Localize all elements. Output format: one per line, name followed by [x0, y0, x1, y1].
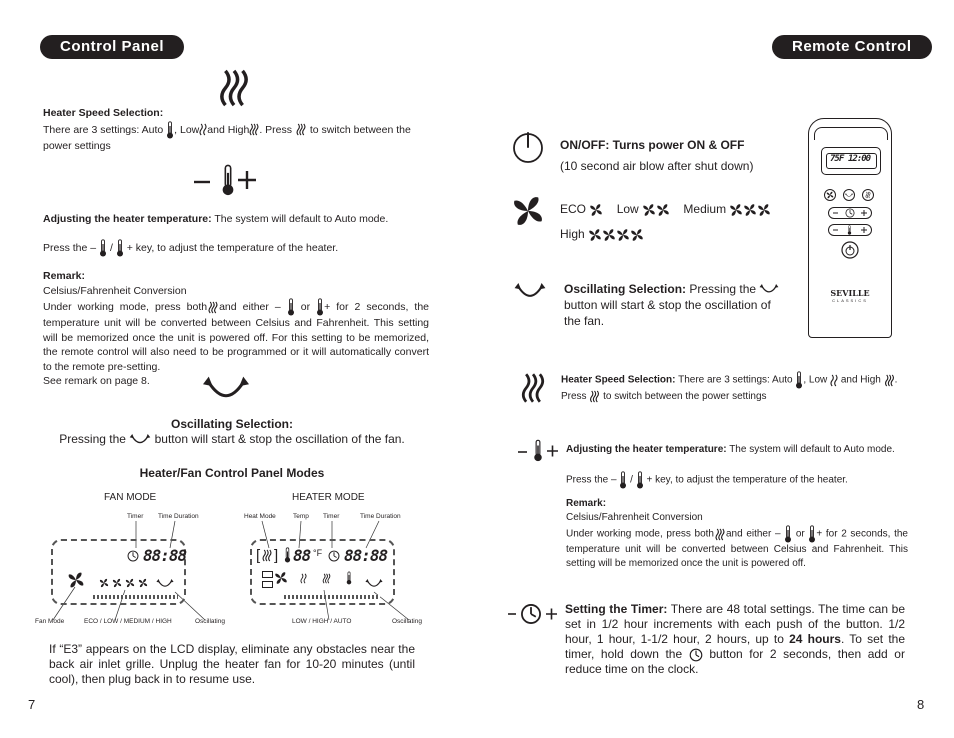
- fan-medium-label: Medium: [683, 202, 727, 216]
- heat-low-icon: [300, 573, 307, 584]
- timer-icon: [328, 550, 340, 562]
- callout-heat-mode: Heat Mode: [244, 513, 276, 520]
- remote-display-inner: [826, 153, 877, 169]
- remark-remote-body: [566, 525, 908, 571]
- remote-display-temp: 75F: [830, 154, 844, 164]
- fan-eco-icon: [589, 203, 603, 217]
- text-part: button will start & stop the oscillation of the fan.: [154, 432, 405, 446]
- osc-title: Oscillating Selection:: [170, 417, 294, 431]
- minus-thermometer-plus-icon: [190, 162, 270, 198]
- temp-remote-title: Adjusting the heater temperature:: [566, 444, 727, 455]
- fan-icon: [743, 203, 757, 217]
- fan-icon: [67, 571, 85, 589]
- mode-box: [262, 571, 273, 578]
- text-part: or: [300, 300, 311, 313]
- fan-lcd-screen: [51, 539, 186, 605]
- text-part: and High: [840, 374, 881, 386]
- bracket-right: ]: [274, 547, 279, 564]
- temp-remote-press-line: [566, 471, 908, 489]
- text-part: There are 3 settings: Auto: [43, 123, 164, 136]
- osc-remote-title: Oscillating Selection:: [564, 282, 687, 296]
- remote-brand: SEVILLE: [830, 288, 870, 298]
- text-part: , Low: [803, 374, 828, 386]
- text-part: to switch between the power settings: [603, 391, 767, 402]
- fan-eco-label: ECO: [560, 202, 587, 216]
- thermometer-icon: [316, 298, 324, 316]
- fan-mode-diagram: [35, 512, 235, 632]
- text-part: Press: [561, 391, 587, 402]
- fan-speed-row2: [560, 227, 820, 242]
- segment-bar: [93, 595, 178, 599]
- text-part: /: [630, 474, 633, 486]
- text-part: Under working mode, press both: [566, 528, 714, 540]
- text-part: Under working mode, press both: [43, 300, 208, 313]
- remote-brand-sub: CLASSICS: [832, 298, 868, 303]
- heat-high-icon: [322, 573, 331, 584]
- callout-timer: Timer: [323, 513, 340, 520]
- heater-speed-remote-title: Heater Speed Selection:: [561, 374, 676, 386]
- temp-section: [43, 212, 443, 257]
- page-number-right: 8: [917, 697, 925, 712]
- mode-box: [262, 581, 273, 588]
- heater-speed-section: [43, 106, 433, 153]
- heater-mode-diagram: [244, 512, 434, 632]
- thermometer-icon: [636, 471, 644, 489]
- power-icon: [511, 130, 545, 164]
- temp-adjust-graphic: [190, 162, 270, 203]
- page-number-left: 7: [28, 697, 36, 712]
- remote-control-illustration: [808, 118, 892, 338]
- fan-icon: [729, 203, 743, 217]
- callout-timer: Timer: [127, 513, 144, 520]
- text-part: + key, to adjust the temperature of the heater.: [126, 241, 339, 254]
- remark-body: [43, 298, 429, 374]
- thermometer-icon: [287, 298, 295, 316]
- text-part: . Press: [259, 123, 292, 136]
- text-part: There are 48 total settings. The time can be set in 1/2 hour increments with each push of the button. 1/2 hour, 1 hour, 1-1/2 hour, 2 hours, up to: [565, 602, 905, 646]
- text-part: Press the –: [43, 241, 97, 254]
- time-digits: 88:88: [344, 546, 388, 565]
- timer-section: [565, 602, 905, 677]
- fan-large-icon: [511, 194, 545, 228]
- heater-speed-line2: power settings: [43, 139, 111, 152]
- oscillation-icon: [365, 579, 383, 589]
- oscillation-icon: [156, 579, 174, 589]
- thermometer-icon: [166, 121, 174, 139]
- temp-press-line: [43, 239, 443, 257]
- heater-speed-line1: [43, 121, 433, 139]
- remote-temp-rocker[interactable]: [828, 224, 872, 236]
- onoff-sub: (10 second air blow after shut down): [560, 159, 754, 173]
- remark-title: Remark:: [43, 270, 86, 282]
- onoff-section: [560, 138, 753, 174]
- heat-auto-icon: [346, 571, 352, 585]
- remote-fan-button[interactable]: [824, 189, 836, 201]
- thermometer-icon: [784, 525, 792, 543]
- temp-digits: 88: [293, 546, 311, 565]
- fan-icon: [588, 228, 602, 242]
- heat-wave-low-icon: [830, 374, 838, 387]
- time-digits: 88:88: [143, 546, 187, 565]
- text-part: The system will default to Auto mode.: [726, 444, 895, 455]
- text-part: to switch between the: [309, 123, 411, 136]
- remote-heat-button[interactable]: [862, 189, 874, 201]
- oscillation-icon: [759, 284, 779, 295]
- remote-oscillation-button[interactable]: [843, 189, 855, 201]
- bracket-left: [: [256, 547, 261, 564]
- text-part: and High: [207, 123, 250, 136]
- text-part: .: [894, 374, 898, 386]
- thermometer-icon: [116, 239, 124, 257]
- heater-speed-remote-section: [561, 371, 911, 404]
- fan-icon: [757, 203, 771, 217]
- fan-speed-medium-icon: [125, 578, 135, 588]
- section-header-control-panel: Control Panel: [40, 35, 184, 59]
- heat-wave-icon: [262, 549, 272, 562]
- fan-icon: [274, 571, 288, 585]
- text-part: /: [109, 241, 113, 254]
- text-part: button for 2 seconds, then add or reduce time on the clock.: [565, 647, 905, 676]
- text-part: the fan.: [564, 314, 605, 328]
- minus-thermometer-plus-icon: [516, 438, 560, 464]
- callout-oscillating: Oscillating: [392, 618, 422, 625]
- temp-unit: °F: [313, 548, 323, 558]
- fan-speed-high-icon: [138, 578, 148, 588]
- fan-speed-row1: [560, 202, 820, 217]
- osc-remote-section: [564, 281, 780, 329]
- text-part: . To set the timer, hold down the: [565, 632, 906, 661]
- osc-section: [40, 417, 424, 447]
- timer-icon: [689, 648, 703, 662]
- fan-high-label: High: [560, 227, 585, 241]
- fan-icon: [630, 228, 644, 242]
- remote-display: [821, 147, 881, 175]
- heater-speed-title: Heater Speed Selection:: [43, 107, 164, 119]
- text-part: Pressing the: [59, 432, 126, 446]
- timer-icon: [127, 550, 139, 562]
- callout-speeds: ECO / LOW / MEDIUM / HIGH: [84, 618, 172, 625]
- remote-top-edge: [814, 127, 888, 140]
- heater-lcd-screen: [250, 539, 395, 605]
- text-part: Press the –: [566, 474, 617, 486]
- text-part: Pressing the: [686, 282, 757, 296]
- heat-wave-large-icon: [215, 68, 253, 108]
- remark-section: [43, 269, 429, 389]
- fan-icon: [616, 228, 630, 242]
- fan-mode-label: FAN MODE: [104, 492, 157, 503]
- e3-note: If “E3” appears on the LCD display, eliminate any obstacles near the back air inlet grille. Unplug the heater fan for 10-20 minutes (until cool), then plug back in to resume use.: [49, 642, 415, 686]
- timer-title: Setting the Timer:: [565, 602, 668, 616]
- text-part: and either –: [219, 300, 281, 313]
- callout-time-duration: Time Duration: [158, 513, 199, 520]
- text-part: or: [795, 528, 805, 540]
- fan-icon: [602, 228, 616, 242]
- onoff-title: ON/OFF: Turns power ON & OFF: [560, 138, 745, 152]
- heat-wave-icon: [295, 123, 307, 136]
- thermometer-icon: [284, 547, 291, 563]
- text-part: temperature unit will be converted between Celsius and Fahrenheit. This setting will be memorized once the unit is powered off.: [566, 544, 908, 569]
- fan-icon: [642, 203, 656, 217]
- remark-remote-sub: Celsius/Fahrenheit Conversion: [566, 512, 703, 523]
- remote-timer-rocker[interactable]: [828, 207, 872, 219]
- heat-wave-icon: [207, 301, 219, 314]
- temp-remote-section: [566, 443, 908, 571]
- heat-wave-icon: [589, 390, 600, 403]
- oscillation-large-icon: [203, 376, 249, 404]
- text-part: and either –: [725, 528, 781, 540]
- callout-temp: Temp: [293, 513, 309, 520]
- modes-title: Heater/Fan Control Panel Modes: [139, 466, 325, 480]
- heat-wave-icon: [714, 528, 726, 541]
- oscillation-icon: [129, 434, 151, 446]
- text-part: There are 3 settings: Auto: [675, 374, 793, 386]
- remark-see: See remark on page 8.: [43, 375, 150, 387]
- heat-wave-high-icon: [884, 374, 895, 387]
- fan-speed-low-icon: [112, 578, 122, 588]
- fan-low-label: Low: [616, 202, 639, 216]
- text-part: + for 2 seconds, the: [816, 528, 908, 540]
- text-part: unit will be converted between Celsius and Fahrenheit. This setting will be memorized once the unit is powered off. For this setting to be memorized, the remote control will also need to be programmed or it will automatically convert to the remote pre-setting.: [43, 317, 429, 373]
- text-part: , Low: [174, 123, 200, 136]
- thermometer-icon: [619, 471, 627, 489]
- callout-fan-mode: Fan Mode: [35, 618, 65, 625]
- fan-speed-eco-icon: [99, 578, 109, 588]
- text-part: + key, to adjust the temperature of the heater.: [646, 474, 848, 486]
- oscillation-large-icon: [512, 283, 548, 301]
- fan-speed-section: [560, 202, 820, 242]
- text-part: + for 2 seconds, the temperature: [43, 300, 429, 329]
- osc-line: [40, 432, 424, 447]
- callout-oscillating: Oscillating: [195, 618, 225, 625]
- temp-title-rest: The system will default to Auto mode.: [211, 213, 389, 225]
- remark-sub: Celsius/Fahrenheit Conversion: [43, 284, 187, 297]
- temp-title: Adjusting the heater temperature:: [43, 213, 212, 225]
- minus-timer-plus-icon: [506, 602, 558, 626]
- fan-icon: [656, 203, 670, 217]
- section-header-remote-control: Remote Control: [772, 35, 932, 59]
- segment-bar: [284, 595, 380, 599]
- callout-speeds: LOW / HIGH / AUTO: [292, 618, 352, 625]
- remark-remote-title: Remark:: [566, 498, 607, 509]
- heat-wave-large-icon: [518, 372, 548, 404]
- thermometer-icon: [99, 239, 107, 257]
- heat-wave-high-icon: [249, 123, 259, 136]
- text-part: button will start & stop the oscillation of: [564, 298, 771, 312]
- callout-time-duration: Time Duration: [360, 513, 401, 520]
- heater-mode-label: HEATER MODE: [292, 492, 365, 503]
- text-part: 24 hours: [789, 632, 841, 646]
- remote-power-button[interactable]: [841, 241, 859, 259]
- remote-display-time: 12:00: [848, 154, 871, 164]
